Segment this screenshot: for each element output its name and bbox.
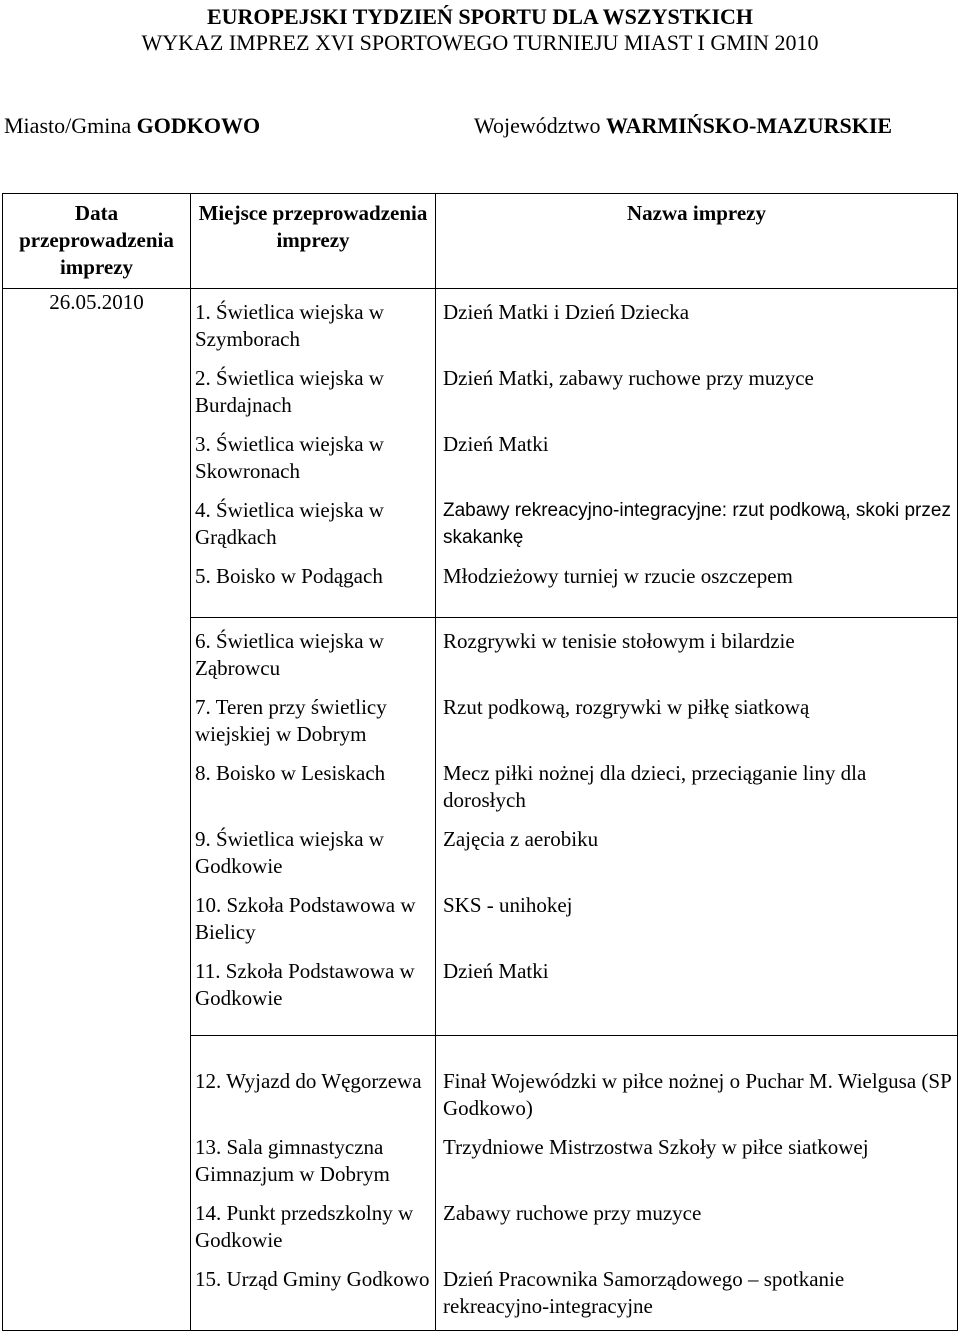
place-entry: 8. Boisko w Lesiskach: [195, 761, 386, 785]
table-header-row: [3, 194, 958, 289]
document-subtitle: WYKAZ IMPREZ XVI SPORTOWEGO TURNIEJU MIAST I GMIN 2010: [141, 30, 819, 55]
name-entry: Dzień Pracownika Samorządowego – spotkanie rekreacyjno-integracyjne: [443, 1267, 845, 1318]
place-entry: 11. Szkoła Podstawowa w Godkowie: [195, 959, 415, 1010]
name-entry: Zajęcia z aerobiku: [443, 827, 599, 851]
name-entry: SKS - unihokej: [443, 893, 573, 917]
header-name-label: Nazwa imprezy: [627, 201, 766, 225]
header-place-label: Miejsce przeprowadzenia imprezy: [198, 201, 428, 252]
place-cell: [191, 618, 436, 1036]
name-entry: Mecz piłki nożnej dla dzieci, przeciąganie liny dla dorosłych: [443, 761, 867, 812]
date-cell: [3, 289, 191, 1331]
region-value: WARMIŃSKO-MAZURSKIE: [606, 113, 893, 138]
header-date: Data przeprowadzenia imprezy: [3, 194, 191, 289]
place-entry: 6. Świetlica wiejska w Ząbrowcu: [195, 629, 384, 680]
name-entry-text: Dzień Matki, zabawy ruchowe przy muzyce: [443, 366, 814, 390]
name-cell: [436, 1036, 958, 1331]
name-entry-text: Zabawy rekreacyjno-integracyjne: rzut podkową, skoki przez skakankę: [443, 500, 951, 548]
name-entry: Trzydniowe Mistrzostwa Szkoły w piłce siatkowej: [443, 1135, 869, 1159]
city-line: [4, 113, 260, 139]
place-entry: 13. Sala gimnastyczna Gimnazjum w Dobrym: [195, 1135, 390, 1186]
place-entry: 15. Urząd Gminy Godkowo: [195, 1267, 430, 1291]
region-line: [474, 113, 892, 139]
name-entry: [436, 429, 957, 495]
table-row: [3, 289, 958, 618]
city-label: Miasto/Gmina: [4, 113, 132, 138]
name-entry-text: Młodzieżowy turniej w rzucie oszczepem: [443, 564, 793, 588]
place-cell: [191, 1036, 436, 1331]
name-entry-text: Dzień Matki: [443, 432, 549, 456]
name-entry: Zabawy ruchowe przy muzyce: [443, 1201, 702, 1225]
events-table: [2, 193, 958, 1331]
name-entry: [436, 363, 957, 429]
name-entry: [436, 297, 957, 363]
name-entry: Rozgrywki w tenisie stołowym i bilardzie: [443, 629, 795, 653]
place-cell: [191, 289, 436, 618]
header-place: [191, 194, 436, 289]
event-date: 26.05.2010: [49, 290, 144, 314]
place-entry: 10. Szkoła Podstawowa w Bielicy: [195, 893, 416, 944]
place-entry: 1. Świetlica wiejska w Szymborach: [195, 300, 384, 351]
name-entry: [436, 561, 957, 617]
city-value: GODKOWO: [136, 113, 261, 138]
name-entry: Rzut podkową, rozgrywki w piłkę siatkową: [443, 695, 810, 719]
place-entry: 7. Teren przy świetlicy wiejskiej w Dobrym: [195, 695, 387, 746]
name-entry: [436, 495, 957, 561]
document-title: EUROPEJSKI TYDZIEŃ SPORTU DLA WSZYSTKICH: [206, 4, 754, 29]
place-entry: 12. Wyjazd do Węgorzewa: [195, 1069, 422, 1093]
place-entry: 9. Świetlica wiejska w Godkowie: [195, 827, 384, 878]
name-entry: Dzień Matki: [443, 959, 549, 983]
name-cell: [436, 289, 958, 618]
place-entry: 3. Świetlica wiejska w Skowronach: [195, 432, 384, 483]
place-entry: 4. Świetlica wiejska w Grądkach: [195, 498, 384, 549]
header-name: [436, 194, 958, 289]
place-entry: 5. Boisko w Podągach: [195, 564, 383, 588]
region-label: Województwo: [474, 113, 601, 138]
place-entry: 14. Punkt przedszkolny w Godkowie: [195, 1201, 414, 1252]
name-cell: [436, 618, 958, 1036]
name-entry: Finał Wojewódzki w piłce nożnej o Puchar M. Wielgusa (SP Godkowo): [443, 1069, 951, 1120]
place-entry: 2. Świetlica wiejska w Burdajnach: [195, 366, 384, 417]
name-entry-text: Dzień Matki i Dzień Dziecka: [443, 300, 690, 324]
